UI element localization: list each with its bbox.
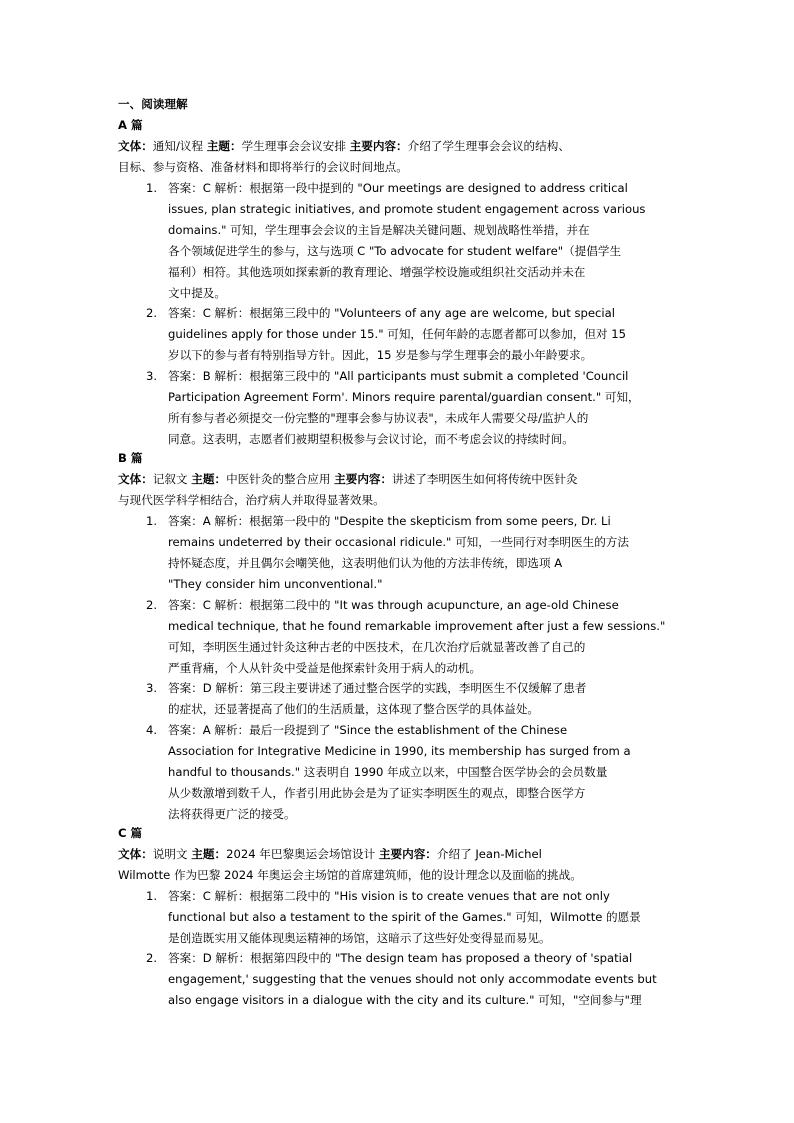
answer-line: 答案：C 解析：根据第三段中的 "Volunteers of any age are welcome, but special	[168, 306, 615, 320]
answer-line: 答案：A 解析：最后一段提到了 "Since the establishment of the Chinese	[168, 723, 568, 737]
passage-a-meta-line-2: 目标、参与资格、准备材料和即将举行的会议时间地点。	[118, 160, 408, 174]
item-number: 4.	[146, 723, 158, 737]
item-number: 2.	[146, 306, 158, 320]
style-value: 说明文	[152, 847, 188, 861]
topic-label: 主题：	[191, 472, 227, 486]
answer-line: 法将获得更广泛的接受。	[168, 807, 296, 821]
passage-b-meta-line-1	[118, 471, 578, 487]
answer-line: domains." 可知，学生理事会会议的主旨是解决关键问题、规划战略性举措，并在	[168, 223, 590, 237]
item-number: 2.	[146, 951, 158, 965]
content-label: 主要内容：	[378, 847, 437, 861]
item-number: 1.	[146, 889, 158, 903]
answer-line: 答案：B 解析：根据第三段中的 "All participants must submit a completed 'Council	[168, 369, 629, 383]
answer-line: 各个领域促进学生的参与，这与选项 C "To advocate for student welfare"（提倡学生	[168, 244, 622, 258]
passage-c-meta-line-2: Wilmotte 作为巴黎 2024 年奥运会主场馆的首席建筑师，他的设计理念以及面临的挑战。	[118, 868, 582, 882]
answer-line: Participation Agreement Form'. Minors require parental/guardian consent." 可知，	[168, 390, 640, 404]
topic-label: 主题：	[191, 847, 227, 861]
answer-line: 文中提及。	[168, 286, 226, 300]
style-label: 文体：	[118, 139, 153, 153]
answer-line: 的症状，还显著提高了他们的生活质量，这体现了整合医学的具体益处。	[168, 702, 540, 716]
passage-a-heading: A 篇	[118, 118, 143, 132]
content-value: 介绍了学生理事会会议的结构、	[407, 139, 570, 153]
answer-line: 从少数激增到数千人，作者引用此协会是为了证实李明医生的观点，即整合医学方	[168, 786, 586, 800]
answer-line: engagement,' suggesting that the venues should not only accommodate events but	[168, 972, 657, 986]
item-number: 3.	[146, 369, 158, 383]
answer-line: issues, plan strategic initiatives, and promote student engagement across various	[168, 202, 646, 216]
passage-c-meta-line-1	[118, 846, 542, 862]
passage-b-heading: B 篇	[118, 451, 143, 465]
answer-line: 答案：D 解析：根据第四段中的 "The design team has proposed a theory of 'spatial	[168, 951, 633, 965]
style-label: 文体：	[118, 847, 153, 861]
topic-value: 学生理事会会议安排	[241, 139, 346, 153]
item-number: 1.	[146, 181, 158, 195]
answer-line: remains undeterred by their occasional ridicule." 可知，一些同行对李明医生的方法	[168, 535, 629, 549]
answer-line: 持怀疑态度，并且偶尔会嘲笑他，这表明他们认为他的方法非传统，即选项 A	[168, 556, 563, 570]
answer-line: 所有参与者必须提交一份完整的"理事会参与协议表"，未成年人需要父母/监护人的	[168, 411, 589, 425]
content-value: 讲述了李明医生如何将传统中医针灸	[392, 472, 578, 486]
passage-b-meta-line-2: 与现代医学科学相结合，治疗病人并取得显著效果。	[118, 493, 385, 507]
answer-line: guidelines apply for those under 15." 可知，任何年龄的志愿者都可以参加，但对 15	[168, 327, 626, 341]
answer-line: medical technique, that he found remarkable improvement after just a few sessions."	[168, 619, 666, 633]
content-label: 主要内容：	[334, 472, 393, 486]
answer-line: 是创造既实用又能体现奥运精神的场馆，这暗示了这些好处变得显而易见。	[168, 931, 551, 945]
answer-line: handful to thousands." 这表明自 1990 年成立以来，中国整合医学协会的会员数量	[168, 765, 608, 779]
answer-line: 答案：C 解析：根据第二段中的 "His vision is to create venues that are not only	[168, 889, 610, 903]
content-label: 主要内容：	[349, 139, 408, 153]
item-number: 3.	[146, 681, 158, 695]
passage-c-heading: C 篇	[118, 826, 143, 840]
answer-line: 答案：A 解析：根据第一段中的 "Despite the skepticism from some peers, Dr. Li	[168, 514, 611, 528]
item-number: 1.	[146, 514, 158, 528]
topic-value: 中医针灸的整合应用	[226, 472, 331, 486]
style-value: 记叙文	[152, 472, 188, 486]
answer-line: also engage visitors in a dialogue with the city and its culture." 可知，"空间参与"理	[168, 993, 642, 1007]
passage-a-meta-line-1	[118, 138, 570, 154]
answer-line: 严重背痛，个人从针灸中受益是他探索针灸用于病人的动机。	[168, 661, 482, 675]
answer-line: "They consider him unconventional."	[168, 577, 383, 591]
content-value: 介绍了 Jean-Michel	[436, 847, 542, 861]
answer-line: 同意。这表明，志愿者们被期望积极参与会议讨论，而不考虑会议的持续时间。	[168, 432, 574, 446]
item-number: 2.	[146, 598, 158, 612]
answer-line: Association for Integrative Medicine in 1990, its membership has surged from a	[168, 744, 631, 758]
answer-line: 答案：C 解析：根据第二段中的 "It was through acupuncture, an age-old Chinese	[168, 598, 619, 612]
answer-line: 答案：D 解析：第三段主要讲述了通过整合医学的实践，李明医生不仅缓解了患者	[168, 681, 587, 695]
answer-line: 岁以下的参与者有特别指导方针。因此，15 岁是参与学生理事会的最小年龄要求。	[168, 348, 593, 362]
topic-value: 2024 年巴黎奥运会场馆设计	[226, 847, 376, 861]
style-value: 通知/议程	[152, 139, 204, 153]
section-title: 一、阅读理解	[118, 97, 188, 111]
answer-line: 答案：C 解析：根据第一段中提到的 "Our meetings are designed to address critical	[168, 181, 628, 195]
topic-label: 主题：	[206, 139, 242, 153]
answer-line: 福利）相符。其他选项如探索新的教育理论、增强学校设施或组织社交活动并未在	[168, 265, 586, 279]
style-label: 文体：	[118, 472, 153, 486]
answer-line: 可知，李明医生通过针灸这种古老的中医技术，在几次治疗后就显著改善了自己的	[168, 640, 586, 654]
answer-line: functional but also a testament to the spirit of the Games." 可知，Wilmotte 的愿景	[168, 910, 641, 924]
